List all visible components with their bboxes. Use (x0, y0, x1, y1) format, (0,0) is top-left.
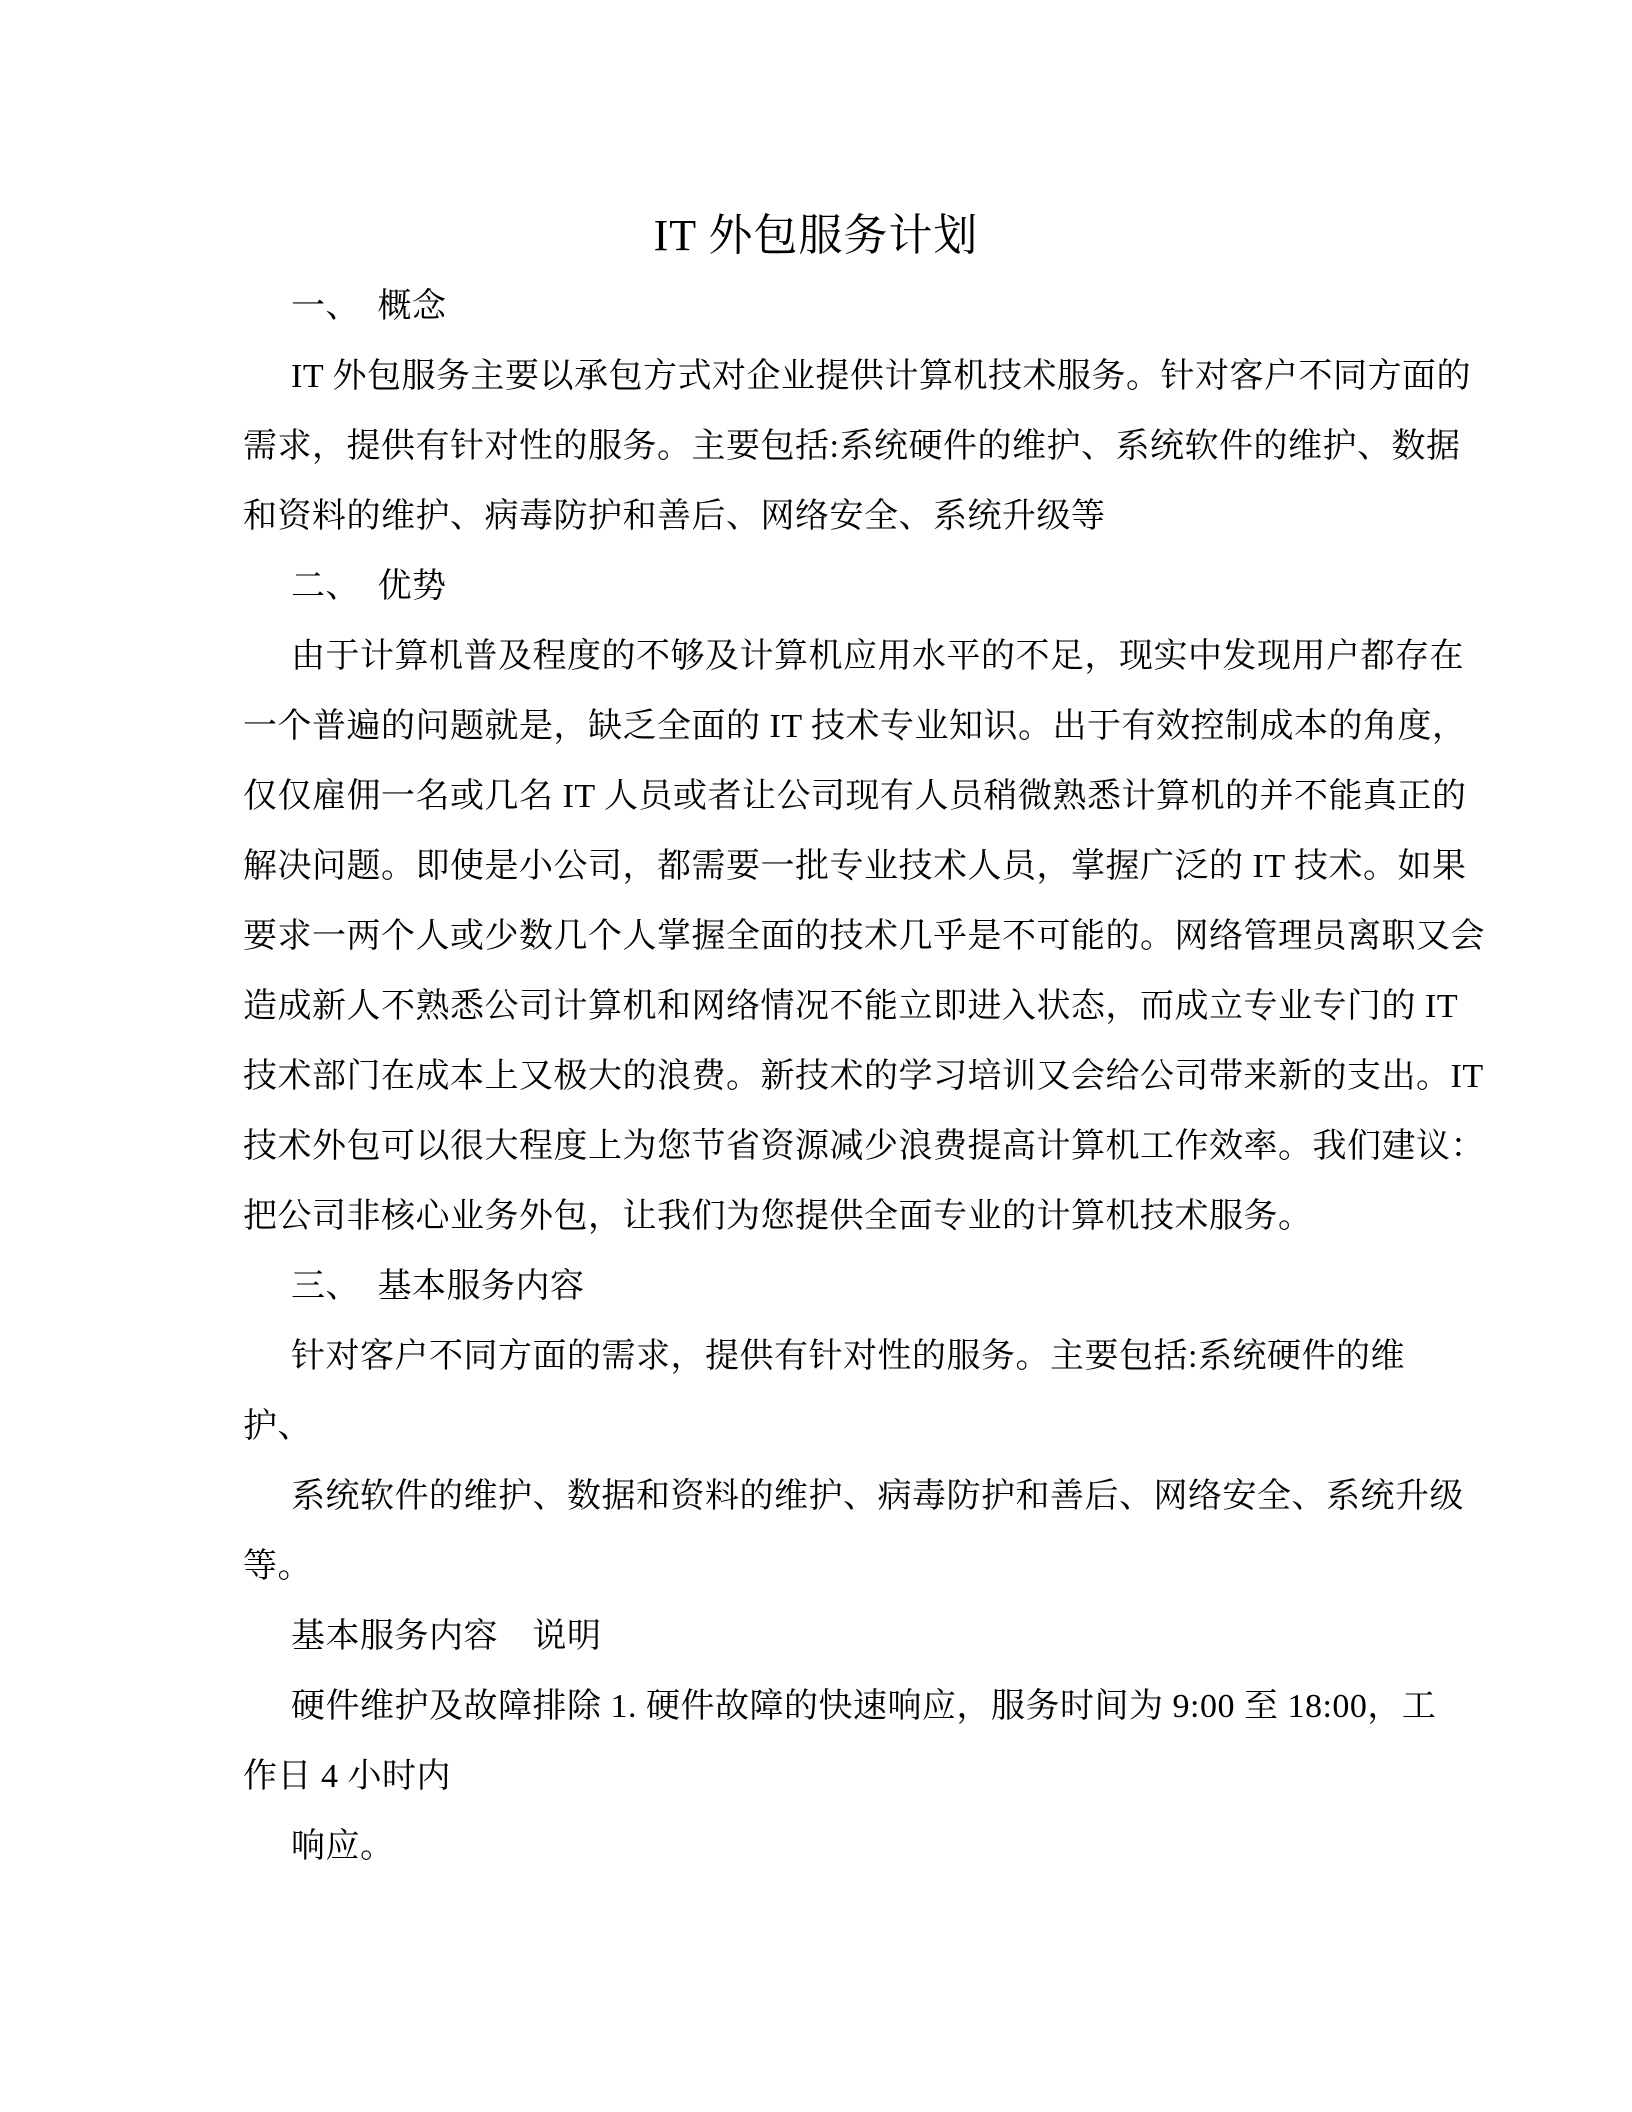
document-line: 造成新人不熟悉公司计算机和网络情况不能立即进入状态，而成立专业专门的 IT (243, 988, 1459, 1025)
document-line: 一个普遍的问题就是，缺乏全面的 IT 技术专业知识。出于有效控制成本的角度， (243, 708, 1467, 745)
document-line: 响应。 (291, 1828, 395, 1865)
document-line: 针对客户不同方面的需求，提供有针对性的服务。主要包括:系统硬件的维 (291, 1338, 1405, 1375)
document-line: 基本服务内容 说明 (291, 1618, 602, 1655)
document-body (0, 272, 1632, 1882)
section-heading: 二、 优势 (291, 568, 447, 605)
section-heading: 三、 基本服务内容 (291, 1268, 585, 1305)
document-line: 由于计算机普及程度的不够及计算机应用水平的不足，现实中发现用户都存在 (291, 638, 1464, 675)
document-line: 解决问题。即使是小公司，都需要一批专业技术人员，掌握广泛的 IT 技术。如果 (243, 848, 1467, 885)
document-line: 把公司非核心业务外包，让我们为您提供全面专业的计算机技术服务。 (243, 1198, 1313, 1235)
document-line: 作日 4 小时内 (243, 1758, 451, 1795)
section-heading: 一、 概念 (291, 288, 447, 325)
document-line: 技术外包可以很大程度上为您节省资源减少浪费提高计算机工作效率。我们建议： (243, 1128, 1485, 1165)
document-line: 护、 (243, 1408, 312, 1445)
document-line: IT 外包服务主要以承包方式对企业提供计算机技术服务。针对客户不同方面的 (291, 358, 1471, 395)
document-line: 系统软件的维护、数据和资料的维护、病毒防护和善后、网络安全、系统升级 (291, 1478, 1464, 1515)
document-title: IT 外包服务计划 (653, 211, 979, 260)
document-line: 和资料的维护、病毒防护和善后、网络安全、系统升级等 (243, 498, 1106, 535)
document-line: 等。 (243, 1548, 312, 1585)
document-line: 需求，提供有针对性的服务。主要包括:系统硬件的维护、系统软件的维护、数据 (243, 428, 1461, 465)
document-line: 要求一两个人或少数几个人掌握全面的技术几乎是不可能的。网络管理员离职又会 (243, 918, 1485, 955)
document-line: 硬件维护及故障排除 1. 硬件故障的快速响应，服务时间为 9:00 至 18:00，工 (291, 1688, 1437, 1725)
document-line: 技术部门在成本上又极大的浪费。新技术的学习培训又会给公司带来新的支出。IT (243, 1058, 1484, 1095)
document-line: 仅仅雇佣一名或几名 IT 人员或者让公司现有人员稍微熟悉计算机的并不能真正的 (243, 778, 1467, 815)
